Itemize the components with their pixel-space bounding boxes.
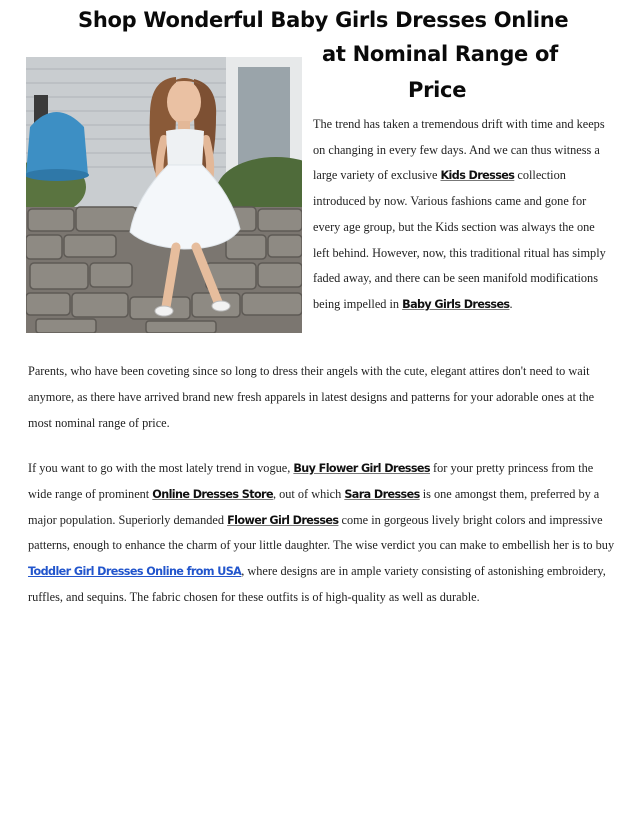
intro-paragraph [313,112,613,318]
intro-text-part-2: collection introduced by now. Various fashions came and gone for every age group, but the Kids section was always the one left behind. However, now, this traditional ritual has simply faded away, and there can be seen manifold modifications being impelled in [313,168,606,311]
intro-text-part-1: The trend has taken a tremendous drift with time and keeps on changing in every few days. And we can thus witness a large variety of exclusive [313,117,605,183]
page-title-line-2: at Nominal Range of [322,42,558,66]
baby-girls-dresses-keyword[interactable]: Baby Girls Dresses [402,297,510,311]
trend-text-5: come in gorgeous lively bright colors and impressive patterns, enough to enhance the charm of your little daughter. The wise verdict you can make to embellish her is to buy [28,512,615,553]
kids-dresses-keyword[interactable]: Kids Dresses [440,169,515,183]
trend-text-1: If you want to go with the most lately trend in vogue, [28,461,294,475]
toddler-girl-dresses-link[interactable]: Toddler Girl Dresses Online from USA [28,565,242,579]
trend-text-4: is one amongst them, preferred by a major population. Superiorly demanded [28,486,600,527]
page-title-line-1: Shop Wonderful Baby Girls Dresses Online [78,8,569,32]
trend-text-3: , out of which [272,486,345,501]
trend-text-6: , where designs are in ample variety consisting of astonishing embroidery, ruffles, and sequins. The fabric chosen for these outfits is of high-quality as well as durable. [28,564,606,604]
sara-dresses-keyword[interactable]: Sara Dresses [344,487,420,501]
page-title-line-3: Price [408,78,467,102]
parents-paragraph: Parents, who have been coveting since so long to dress their angels with the cute, elegant attires don't need to wait anymore, as there have arrived brand new fresh apparels in latest designs and patterns for your adorable ones at the most nominal range of price. [28,364,595,430]
online-dresses-store-keyword[interactable]: Online Dresses Store [152,487,273,501]
flower-girl-dresses-keyword[interactable]: Flower Girl Dresses [227,513,339,527]
buy-flower-girl-dresses-keyword[interactable]: Buy Flower Girl Dresses [293,462,430,475]
intro-text-part-3: . [509,296,513,311]
trend-text-2: for your pretty princess from the wide range of prominent [28,461,594,501]
girl-in-white-dress-photo [26,57,302,333]
trend-paragraph [28,456,618,611]
